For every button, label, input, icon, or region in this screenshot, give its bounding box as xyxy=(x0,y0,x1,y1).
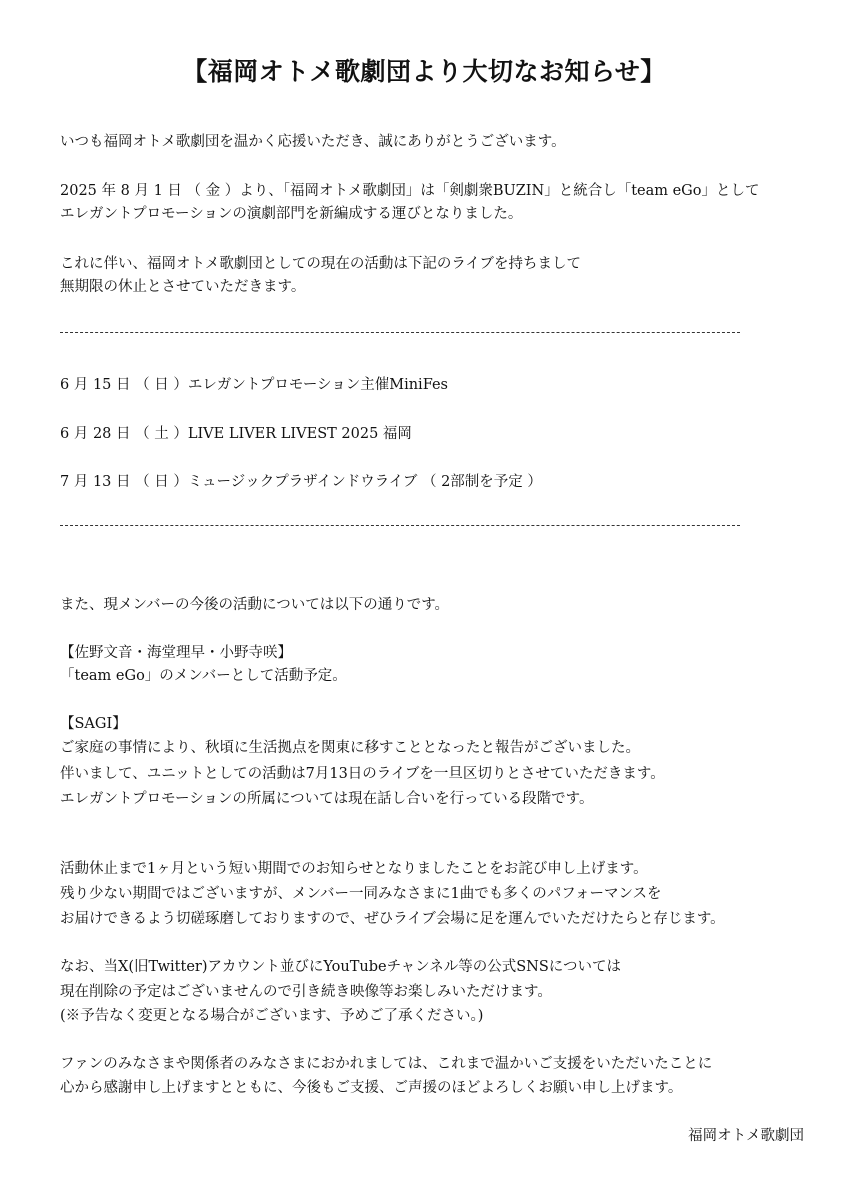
group2-line-3: エレガントプロモーションの所属については現在話し合いを行っている段階です。 xyxy=(60,791,594,807)
dashed-divider-bottom xyxy=(60,525,740,526)
hiatus-line-2: 無期限の休止とさせていただきます。 xyxy=(60,279,306,295)
apology-line-1: 活動休止まで1ヶ月という短い期間でのお知らせとなりましたことをお詫び申し上げます。 xyxy=(60,861,648,877)
signature: 福岡オトメ歌劇団 xyxy=(688,1128,804,1144)
apology-line-3: お届けできるよう切磋琢磨しておりますので、ぜひライブ会場に足を運んでいただけたらと存じます。 xyxy=(60,911,725,927)
sns-line-3: (※予告なく変更となる場合がございます、予めご了承ください。) xyxy=(60,1008,484,1024)
thanks-line-1: ファンのみなさまや関係者のみなさまにおかれましては、これまで温かいご支援をいただいたことに xyxy=(60,1056,713,1072)
live-item-2: 6 月 28 日 （ 土 ）LIVE LIVER LIVEST 2025 福岡 xyxy=(60,426,412,442)
intro-text: いつも福岡オトメ歌劇団を温かく応援いただき、誠にありがとうございます。 xyxy=(60,134,566,150)
merge-line-1: 2025 年 8 月 1 日 （ 金 ）より、「福岡オトメ歌劇団」は「剣劇衆BUZIN」と統合し「team eGo」として xyxy=(60,183,760,199)
notice-title: 【福岡オトメ歌劇団より大切なお知らせ】 xyxy=(182,57,666,86)
group2-line-1: ご家庭の事情により、秋頃に生活拠点を関東に移すこととなったと報告がございました。 xyxy=(60,740,640,756)
sns-line-2: 現在削除の予定はございませんので引き続き映像等お楽しみいただけます。 xyxy=(60,984,552,1000)
apology-line-2: 残り少ない期間ではございますが、メンバー一同みなさまに1曲でも多くのパフォーマンスを xyxy=(60,886,662,902)
thanks-line-2: 心から感謝申し上げますとともに、今後もご支援、ご声援のほどよろしくお願い申し上げます。 xyxy=(60,1080,683,1096)
hiatus-line-1: これに伴い、福岡オトメ歌劇団としての現在の活動は下記のライブを持ちまして xyxy=(60,256,581,272)
group2-heading: 【SAGI】 xyxy=(60,716,127,732)
live-item-1: 6 月 15 日 （ 日 ）エレガントプロモーション主催MiniFes xyxy=(60,377,448,393)
sns-line-1: なお、当X(旧Twitter)アカウント並びにYouTubeチャンネル等の公式SNSについては xyxy=(60,959,622,975)
live-item-3: 7 月 13 日 （ 日 ）ミュージックプラザインドウライブ （ 2部制を予定 ） xyxy=(60,474,542,490)
members-intro: また、現メンバーの今後の活動については以下の通りです。 xyxy=(60,597,450,613)
group2-line-2: 伴いまして、ユニットとしての活動は7月13日のライブを一旦区切りとさせていただきます。 xyxy=(60,766,665,782)
group1-heading: 【佐野文音・海堂理早・小野寺咲】 xyxy=(60,645,292,661)
group1-text: 「team eGo」のメンバーとして活動予定。 xyxy=(60,668,347,684)
merge-line-2: エレガントプロモーションの演劇部門を新編成する運びとなりました。 xyxy=(60,206,523,222)
dashed-divider-top xyxy=(60,332,740,333)
